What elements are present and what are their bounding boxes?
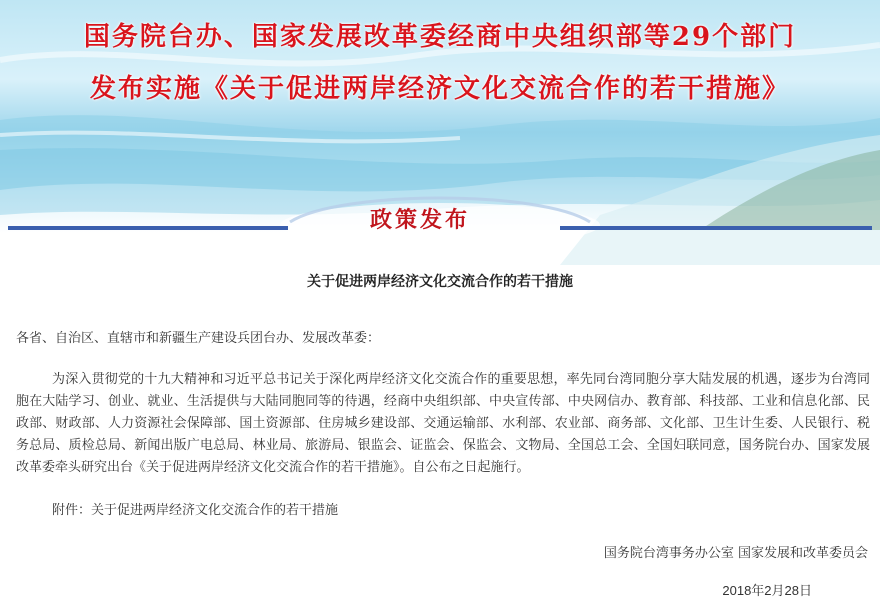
- section-tag: 政策发布: [370, 208, 471, 233]
- headline-line-2: 发布实施《关于促进两岸经济文化交流合作的若干措施》: [89, 74, 790, 104]
- divider-right: [560, 226, 872, 230]
- headline-line-1: 国务院台办、国家发展改革委经商中央组织部等29个部门: [83, 22, 797, 52]
- body-paragraph: 为深入贯彻党的十九大精神和习近平总书记关于深化两岸经济文化交流合作的重要思想，率先同台湾同胞分享大陆发展的机遇，逐步为台湾同胞在大陆学习、创业、就业、生活提供与大陆同胞同等的待遇，经商中央组织部、中央宣传部、中央网信办、教育部、科技部、工业和信息化部、民政部、财政部、人力资源社会保障部、国土资源部、住房城乡建设部、交通运输部、水利部、农业部、商务部、文化部、卫生计生委、人民银行、税务总局、质检总局、新闻出版广电总局、林业局、旅游局、银监会、证监会、保监会、文物局、全国总工会、全国妇联同意，国务院台办、国家发展改革委牵头研究出台《关于促进两岸经济文化交流合作的若干措施》。自公布之日起施行。: [16, 372, 870, 475]
- divider-left: [8, 226, 288, 230]
- attachment-note: 附件：关于促进两岸经济文化交流合作的若干措施: [52, 503, 339, 518]
- greeting: 各省、自治区、直辖市和新疆生产建设兵团台办、发展改革委：: [16, 331, 381, 346]
- document-title: 关于促进两岸经济文化交流合作的若干措施: [307, 274, 573, 290]
- header-banner: [0, 0, 880, 265]
- issue-date: 2018年2月28日: [722, 583, 812, 598]
- signature: 国务院台湾事务办公室 国家发展和改革委员会: [603, 546, 868, 561]
